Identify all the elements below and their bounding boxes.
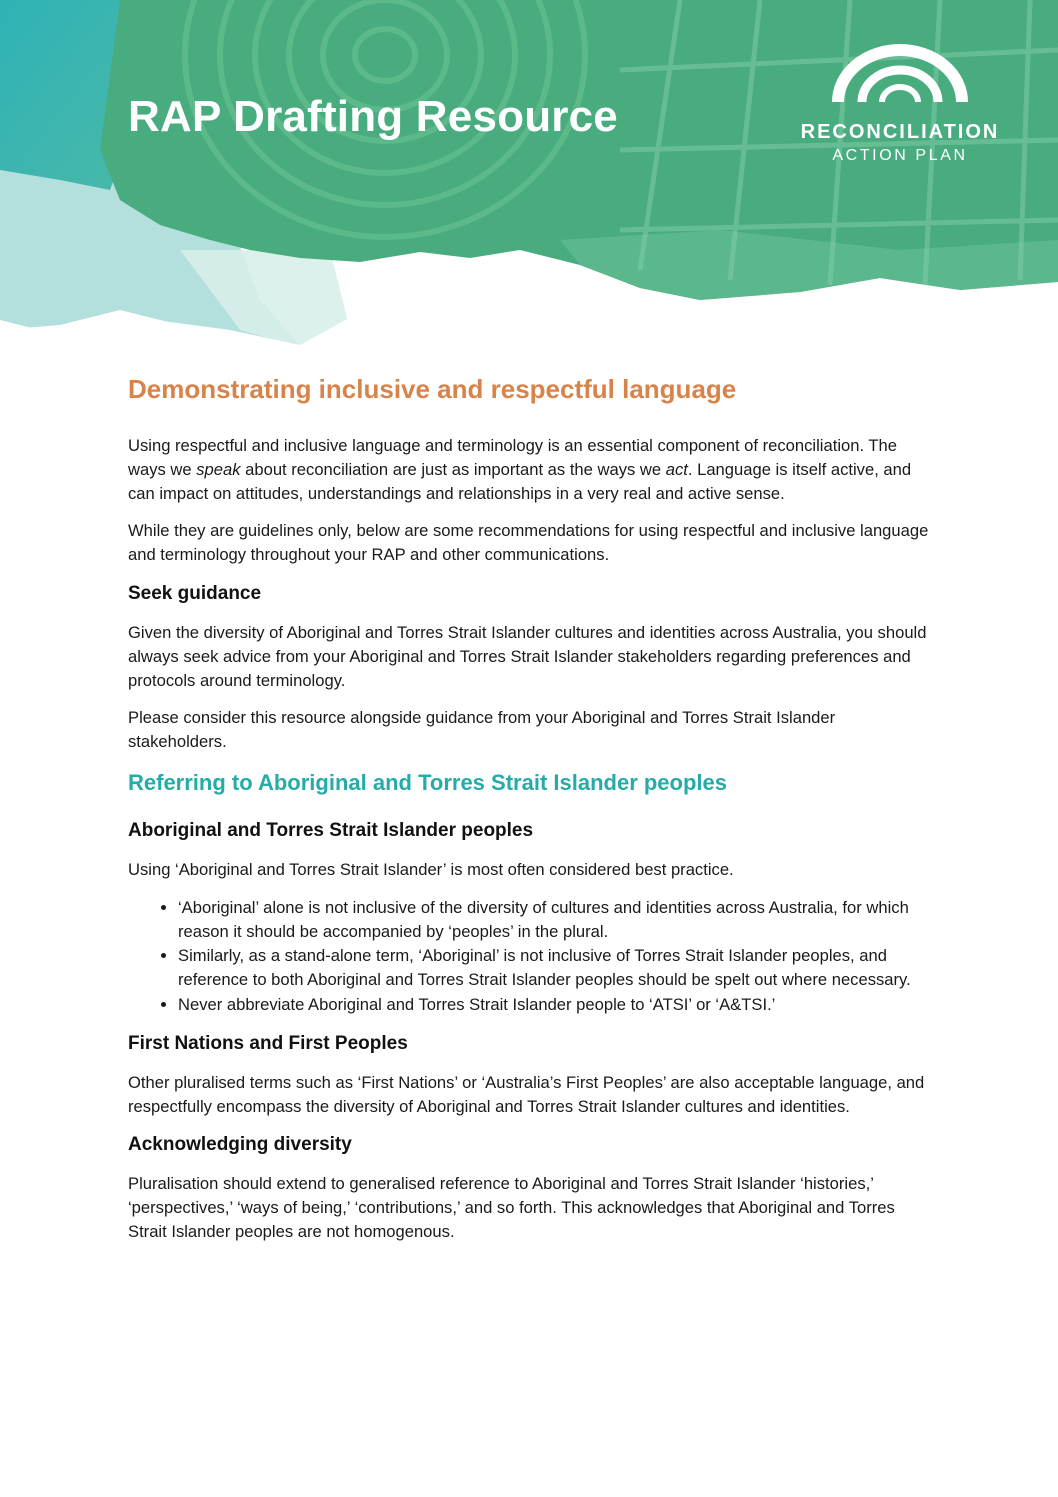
atsi-guidance-list <box>128 896 938 1017</box>
referring-section-heading: Referring to Aboriginal and Torres Strait Islander peoples <box>128 769 727 795</box>
acknowledging-diversity-paragraph: Pluralisation should extend to generalised reference to Aboriginal and Torres Strait Islander ‘histories,’ ‘perspectives,’ ‘ways of being,’ ‘contributions,’ and so forth. This acknowledges that Aboriginal and Torres Strait Islander peoples are not homogenous. <box>128 1174 895 1241</box>
list-item: • ‘Aboriginal’ alone is not inclusive of the diversity of cultures and identities across Australia, for which reason it should be accompanied by ‘peoples’ in the plural. <box>178 896 938 944</box>
document-title: RAP Drafting Resource <box>128 92 618 141</box>
main-heading: Demonstrating inclusive and respectful language <box>128 374 737 404</box>
logo-wordmark-line2: ACTION PLAN <box>832 147 968 164</box>
logo-wordmark-line1: RECONCILIATION <box>800 121 1000 143</box>
first-nations-heading: First Nations and First Peoples <box>128 1032 408 1054</box>
intro-paragraph-1: Using respectful and inclusive language and terminology is an essential component of reconciliation. The ways we speak about reconciliation are just as important as the ways we act. Language is itself active, and can impact on attitudes, understandings and relationships in a very real and active sense. <box>128 436 912 503</box>
seek-guidance-heading: Seek guidance <box>128 582 262 604</box>
list-item: • Never abbreviate Aboriginal and Torres Strait Islander people to ‘ATSI’ or ‘A&TSI.’ <box>178 993 938 1017</box>
document-body <box>128 370 938 1258</box>
seek-guidance-paragraph-1: Given the diversity of Aboriginal and Torres Strait Islander cultures and identities across Australia, you should always seek advice from your Aboriginal and Torres Strait Islander stakeholders regarding preferences and protocols around terminology. <box>128 622 927 690</box>
seek-guidance-paragraph-2: Please consider this resource alongside guidance from your Aboriginal and Torres Strait Islander stakeholders. <box>128 708 836 752</box>
acknowledging-diversity-heading: Acknowledging diversity <box>128 1134 352 1156</box>
atsi-peoples-heading: Aboriginal and Torres Strait Islander peoples <box>128 819 534 841</box>
atsi-peoples-paragraph: Using ‘Aboriginal and Torres Strait Islander’ is most often considered best practice. <box>128 859 734 879</box>
list-item: • Similarly, as a stand-alone term, ‘Aboriginal’ is not inclusive of Torres Strait Islander peoples, and reference to both Aboriginal and Torres Strait Islander peoples should be spelt out where necessary. <box>178 944 938 992</box>
intro-paragraph-2: While they are guidelines only, below are some recommendations for using respectful and inclusive language and terminology throughout your RAP and other communications. <box>128 521 929 565</box>
first-nations-paragraph: Other pluralised terms such as ‘First Nations’ or ‘Australia’s First Peoples’ are also acceptable language, and respectfully encompass the diversity of Aboriginal and Torres Strait Islander cultures and identities. <box>128 1072 925 1116</box>
